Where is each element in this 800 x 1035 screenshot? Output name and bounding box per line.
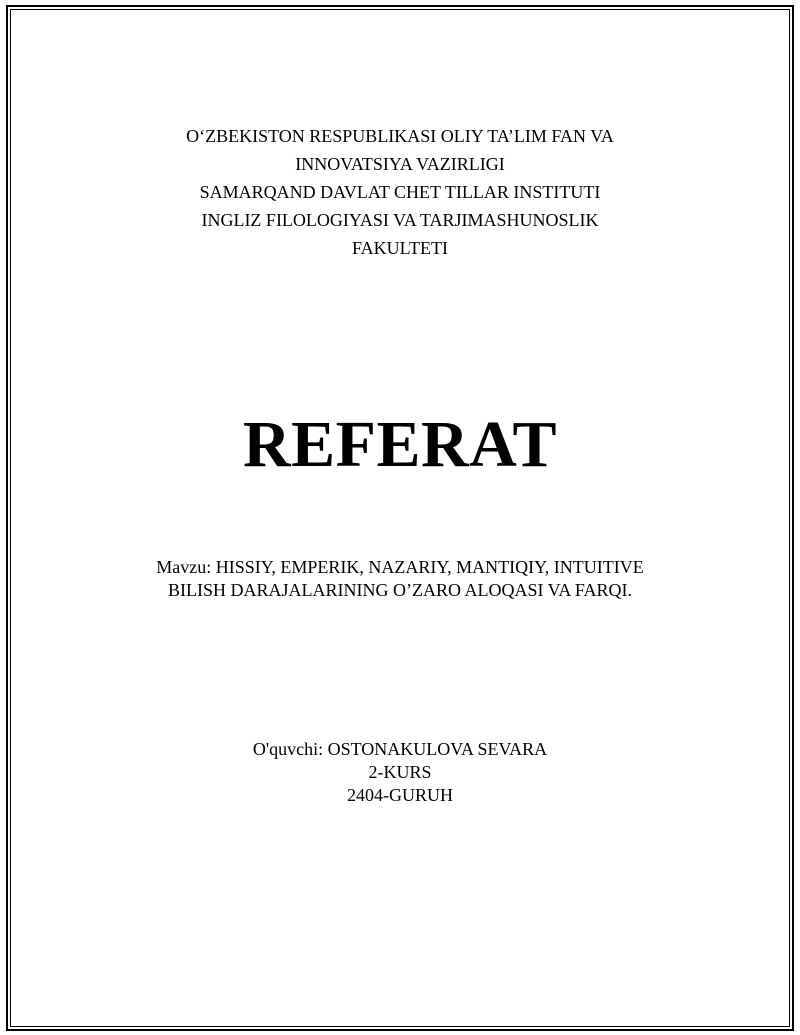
topic-line: Mavzu: HISSIY, EMPERIK, NAZARIY, MANTIQIY, INTUITIVE	[156, 557, 644, 577]
student-group: 2404-GURUH	[347, 785, 453, 805]
institution-header	[0, 122, 800, 262]
header-line: INNOVATSIYA VAZIRLIGI	[295, 154, 505, 174]
header-line: FAKULTETI	[352, 238, 448, 258]
topic-line: BILISH DARAJALARINING O’ZARO ALOQASI VA FARQI.	[167, 580, 633, 600]
document-title: REFERAT	[243, 408, 557, 481]
header-line: INGLIZ FILOLOGIYASI VA TARJIMASHUNOSLIK	[201, 210, 599, 230]
topic-section	[0, 556, 800, 602]
header-line: SAMARQAND DAVLAT CHET TILLAR INSTITUTI	[199, 182, 601, 202]
student-name: O'quvchi: OSTONAKULOVA SEVARA	[252, 739, 548, 759]
student-course: 2-KURS	[368, 762, 432, 782]
student-info	[0, 738, 800, 807]
header-line: O‘ZBEKISTON RESPUBLIKASI OLIY TA’LIM FAN VA	[186, 126, 614, 146]
